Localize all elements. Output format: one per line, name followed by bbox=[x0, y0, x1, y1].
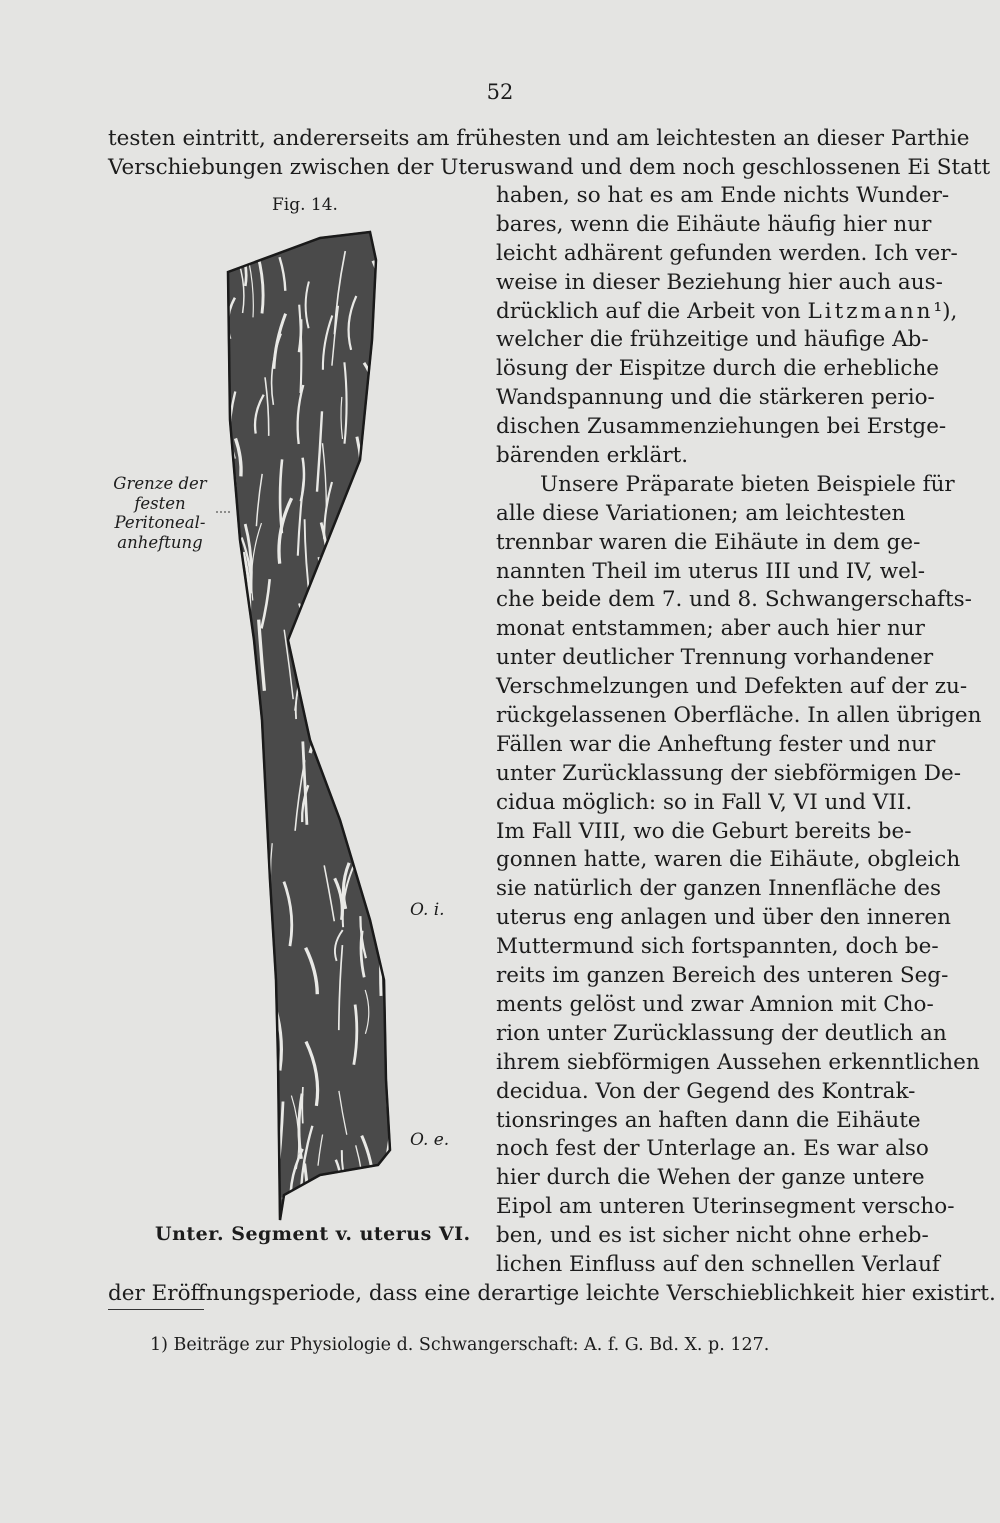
page-number: 52 bbox=[486, 80, 514, 104]
tissue-fiber bbox=[251, 1018, 253, 1082]
tissue-fiber bbox=[312, 639, 320, 717]
tissue-fiber bbox=[246, 806, 250, 868]
tissue-fiber bbox=[380, 756, 383, 801]
text-line-top-1: testen eintritt, andererseits am frühesten und am leichtesten an dieser Parthie bbox=[108, 126, 970, 151]
figure-14-illustration bbox=[200, 220, 420, 1230]
footnote: 1) Beiträge zur Physiologie d. Schwangerschaft: A. f. G. Bd. X. p. 127. bbox=[150, 1335, 770, 1355]
tissue-fiber bbox=[236, 1001, 239, 1086]
tissue-fiber bbox=[385, 312, 395, 392]
tissue-fiber bbox=[223, 1008, 229, 1064]
tissue-fiber bbox=[262, 963, 272, 1011]
tissue-fiber bbox=[237, 555, 240, 591]
litzmann-line: drücklich auf die Arbeit von Litzmann¹), bbox=[496, 298, 958, 324]
tissue-fiber bbox=[357, 568, 364, 621]
tissue-fiber bbox=[222, 979, 228, 1036]
tissue-fiber bbox=[396, 594, 406, 667]
tissue-fiber bbox=[358, 718, 360, 762]
tissue-fiber bbox=[391, 552, 392, 608]
tissue-fiber bbox=[372, 571, 380, 616]
tissue-fiber bbox=[233, 1095, 238, 1138]
tissue-fiber bbox=[237, 720, 240, 752]
tissue-fiber bbox=[231, 1100, 234, 1165]
tissue-fiber bbox=[238, 954, 249, 1001]
tissue-fiber bbox=[334, 597, 345, 645]
tissue-fiber bbox=[234, 1147, 243, 1191]
uterus-segment-drawing bbox=[200, 220, 420, 1230]
tissue-fiber bbox=[373, 492, 381, 524]
tissue-fiber bbox=[227, 673, 237, 726]
tissue-fiber bbox=[230, 484, 231, 544]
text-line-last: der Eröffnungsperiode, dass eine derartige leichte Verschieblichkeit hier existirt. bbox=[108, 1281, 996, 1306]
tissue-fiber bbox=[226, 579, 236, 614]
tissue-fiber bbox=[341, 508, 353, 548]
text-line-top-2: Verschiebungen zwischen der Uteruswand und dem noch geschlossenen Ei Statt bbox=[108, 155, 991, 180]
tissue-fiber bbox=[229, 595, 241, 653]
tissue-fiber bbox=[367, 407, 370, 458]
tissue-fiber bbox=[384, 346, 389, 419]
tissue-fiber bbox=[261, 945, 264, 1013]
tissue-fiber bbox=[321, 610, 330, 645]
tissue-fiber bbox=[251, 790, 261, 857]
tissue-fiber bbox=[347, 577, 357, 625]
tissue-fiber bbox=[217, 586, 221, 651]
tissue-fiber bbox=[242, 616, 248, 696]
tissue-fiber bbox=[233, 974, 245, 1025]
footnote-rule bbox=[108, 1309, 204, 1310]
tissue-fiber bbox=[299, 603, 309, 665]
tissue-fiber bbox=[208, 712, 220, 770]
tissue-fiber bbox=[386, 1178, 393, 1214]
tissue-fiber bbox=[387, 232, 391, 281]
tissue-fiber bbox=[371, 1174, 372, 1228]
tissue-fiber bbox=[302, 1087, 303, 1123]
tissue-fiber bbox=[389, 833, 393, 883]
tissue-fiber bbox=[324, 567, 326, 649]
figure-annotation-oe: O. e. bbox=[410, 1130, 450, 1150]
text-column: haben, so hat es am Ende nichts Wunder- bares, wenn die Eihäute häufig hier nur leicht adhärent gefunden werden. Ich ver- weise in dieser Beziehung hier auch aus- drücklich auf die Arbeit von Litzmann¹), welcher die frühzeitige und häufige Ab- lösung der Eispitze durch die erhebliche Wandspannung und die stärkeren perio- dischen Zusammenziehungen bei Erstge- bärenden erklärt. Unsere Präparate bieten Beispiele für alle diese Variationen; am leichtesten trennbar waren die Eihäute in dem ge- nannten Theil im uterus III und IV, wel- che beide dem 7. und 8. Schwangerschafts- monat entstammen; aber auch hier nur unter deutlicher Trennung vorhandener Verschmelzungen und Defekten auf der zu- rückgelassenen Oberfläche. In allen übrigen Fällen war die Anheftung fester und nur unter Zurücklassung der siebförmigen De- cidua möglich: so in Fall V, VI und VII. Im Fall VIII, wo die Geburt bereits be- gonnen hatte, waren die Eihäute, obgleich sie natürlich der ganzen Innenfläche des uterus eng anlagen und über den inneren Muttermund sich fortspannten, doch be- reits im ganzen Bereich des unteren Seg- ments gelöst und zwar Amnion mit Cho- rion unter Zurücklassung der deutlich an ihrem siebförmigen Aussehen erkenntlichen decidua. Von der Gegend des Kontrak- tionsringes an haften dann die Eihäute noch fest der Unterlage an. Es war also hier durch die Wehen der ganze untere Eipol am unteren Uterinsegment verscho- ben, und es ist sicher nicht ohne erheb- lichen Einfluss auf den schnellen Verlauf bbox=[496, 183, 982, 1277]
tissue-fiber bbox=[231, 1039, 244, 1109]
tissue-fiber bbox=[234, 670, 242, 757]
tissue-fiber bbox=[234, 814, 237, 864]
tissue-fiber bbox=[384, 406, 396, 444]
tissue-fiber bbox=[328, 628, 332, 704]
tissue-fiber bbox=[219, 833, 225, 871]
tissue-fiber bbox=[380, 1169, 392, 1222]
figure-annotation-oi: O. i. bbox=[410, 900, 445, 920]
figure-annotation-left: Grenze der festen Peritoneal- anheftung bbox=[113, 474, 207, 552]
tissue-fiber bbox=[237, 861, 249, 950]
tissue-fiber bbox=[353, 717, 362, 804]
figure-caption: Unter. Segment v. uterus VI. bbox=[155, 1223, 471, 1245]
tissue-fiber bbox=[232, 951, 243, 1032]
tissue-fiber bbox=[391, 531, 396, 614]
figure-label: Fig. 14. bbox=[272, 195, 338, 215]
tissue-fiber bbox=[375, 334, 382, 388]
tissue-fiber bbox=[238, 1142, 246, 1224]
tissue-fiber bbox=[242, 1120, 245, 1190]
tissue-fiber bbox=[388, 739, 392, 771]
tissue-fiber bbox=[362, 506, 372, 576]
